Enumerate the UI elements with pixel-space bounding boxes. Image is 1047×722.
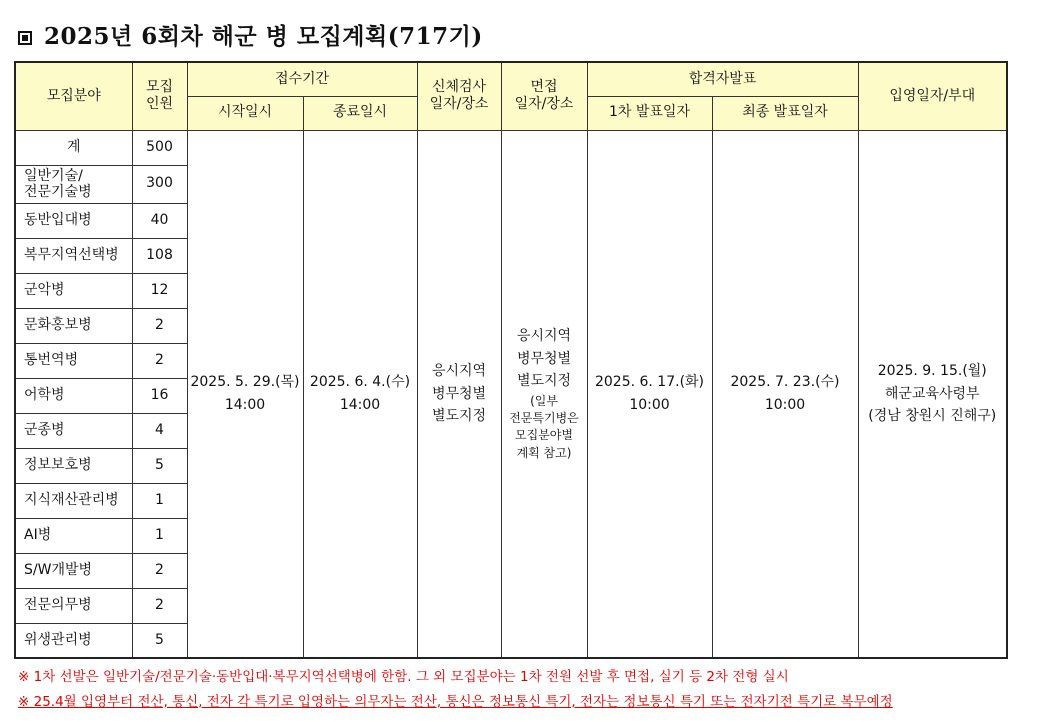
- header-final: 최종 발표일자: [712, 96, 858, 130]
- header-count: 모집 인원: [132, 62, 187, 130]
- header-interview: 면접 일자/장소: [501, 62, 587, 130]
- start-cell: 2025. 5. 29.(목) 14:00: [187, 130, 303, 658]
- row-category: 복무지역선택병: [15, 238, 132, 273]
- row-category: 군종병: [15, 413, 132, 448]
- row-category: 어학병: [15, 378, 132, 413]
- header-announce: 합격자발표: [587, 62, 858, 96]
- row-count: 500: [132, 130, 187, 165]
- row-category: 군악병: [15, 273, 132, 308]
- enlist-cell: 2025. 9. 15.(월) 해군교육사령부 (경남 창원시 진해구): [858, 130, 1007, 658]
- row-count: 5: [132, 623, 187, 658]
- header-reception: 접수기간: [187, 62, 417, 96]
- row-count: 12: [132, 273, 187, 308]
- interview-cell: 응시지역 병무청별 별도지정 (일부 전문특기병은 모집분야별 계획 참고): [501, 130, 587, 658]
- row-category: 정보보호병: [15, 448, 132, 483]
- recruitment-table: [14, 61, 1008, 659]
- row-category: S/W개발병: [15, 553, 132, 588]
- page-title-text: 2025년 6회차 해군 병 모집계획(717기): [44, 23, 483, 50]
- header-physical: 신체검사 일자/장소: [417, 62, 501, 130]
- row-category: 지식재산관리병: [15, 483, 132, 518]
- row-count: 16: [132, 378, 187, 413]
- row-count: 108: [132, 238, 187, 273]
- row-category: AI병: [15, 518, 132, 553]
- note-specialty-change: ※ 25.4월 입영부터 전산, 통신, 전자 각 특기로 입영하는 의무자는 전산, 통신은 정보통신 특기, 전자는 정보통신 특기 또는 전자기전 특기로 복무예정: [18, 694, 893, 710]
- header-enlist: 입영일자/부대: [858, 62, 1007, 130]
- square-bullet-icon: [18, 31, 32, 45]
- page-title: [18, 18, 483, 51]
- header-category: 모집분야: [15, 62, 132, 130]
- header-start: 시작일시: [187, 96, 303, 130]
- physical-cell: 응시지역 병무청별 별도지정: [417, 130, 501, 658]
- row-category: 동반입대병: [15, 203, 132, 238]
- row-category: 통번역병: [15, 343, 132, 378]
- row-count: 1: [132, 518, 187, 553]
- note-first-selection: ※ 1차 선발은 일반기술/전문기술·동반입대·복무지역선택병에 한함. 그 외 모집분야는 1차 전원 선발 후 면접, 실기 등 2차 전형 실시: [18, 669, 789, 685]
- row-count: 2: [132, 308, 187, 343]
- final-announce-cell: 2025. 7. 23.(수) 10:00: [712, 130, 858, 658]
- row-count: 2: [132, 588, 187, 623]
- row-count: 5: [132, 448, 187, 483]
- row-category: 일반기술/ 전문기술병: [15, 165, 132, 203]
- row-category: 전문의무병: [15, 588, 132, 623]
- row-count: 40: [132, 203, 187, 238]
- row-count: 4: [132, 413, 187, 448]
- header-first: 1차 발표일자: [587, 96, 712, 130]
- row-category: 문화홍보병: [15, 308, 132, 343]
- row-count: 300: [132, 165, 187, 203]
- row-count: 2: [132, 553, 187, 588]
- end-cell: 2025. 6. 4.(수) 14:00: [303, 130, 417, 658]
- first-announce-cell: 2025. 6. 17.(화) 10:00: [587, 130, 712, 658]
- row-category: 위생관리병: [15, 623, 132, 658]
- row-count: 2: [132, 343, 187, 378]
- row-count: 1: [132, 483, 187, 518]
- header-end: 종료일시: [303, 96, 417, 130]
- row-category: 계: [15, 130, 132, 165]
- notes: [18, 666, 893, 716]
